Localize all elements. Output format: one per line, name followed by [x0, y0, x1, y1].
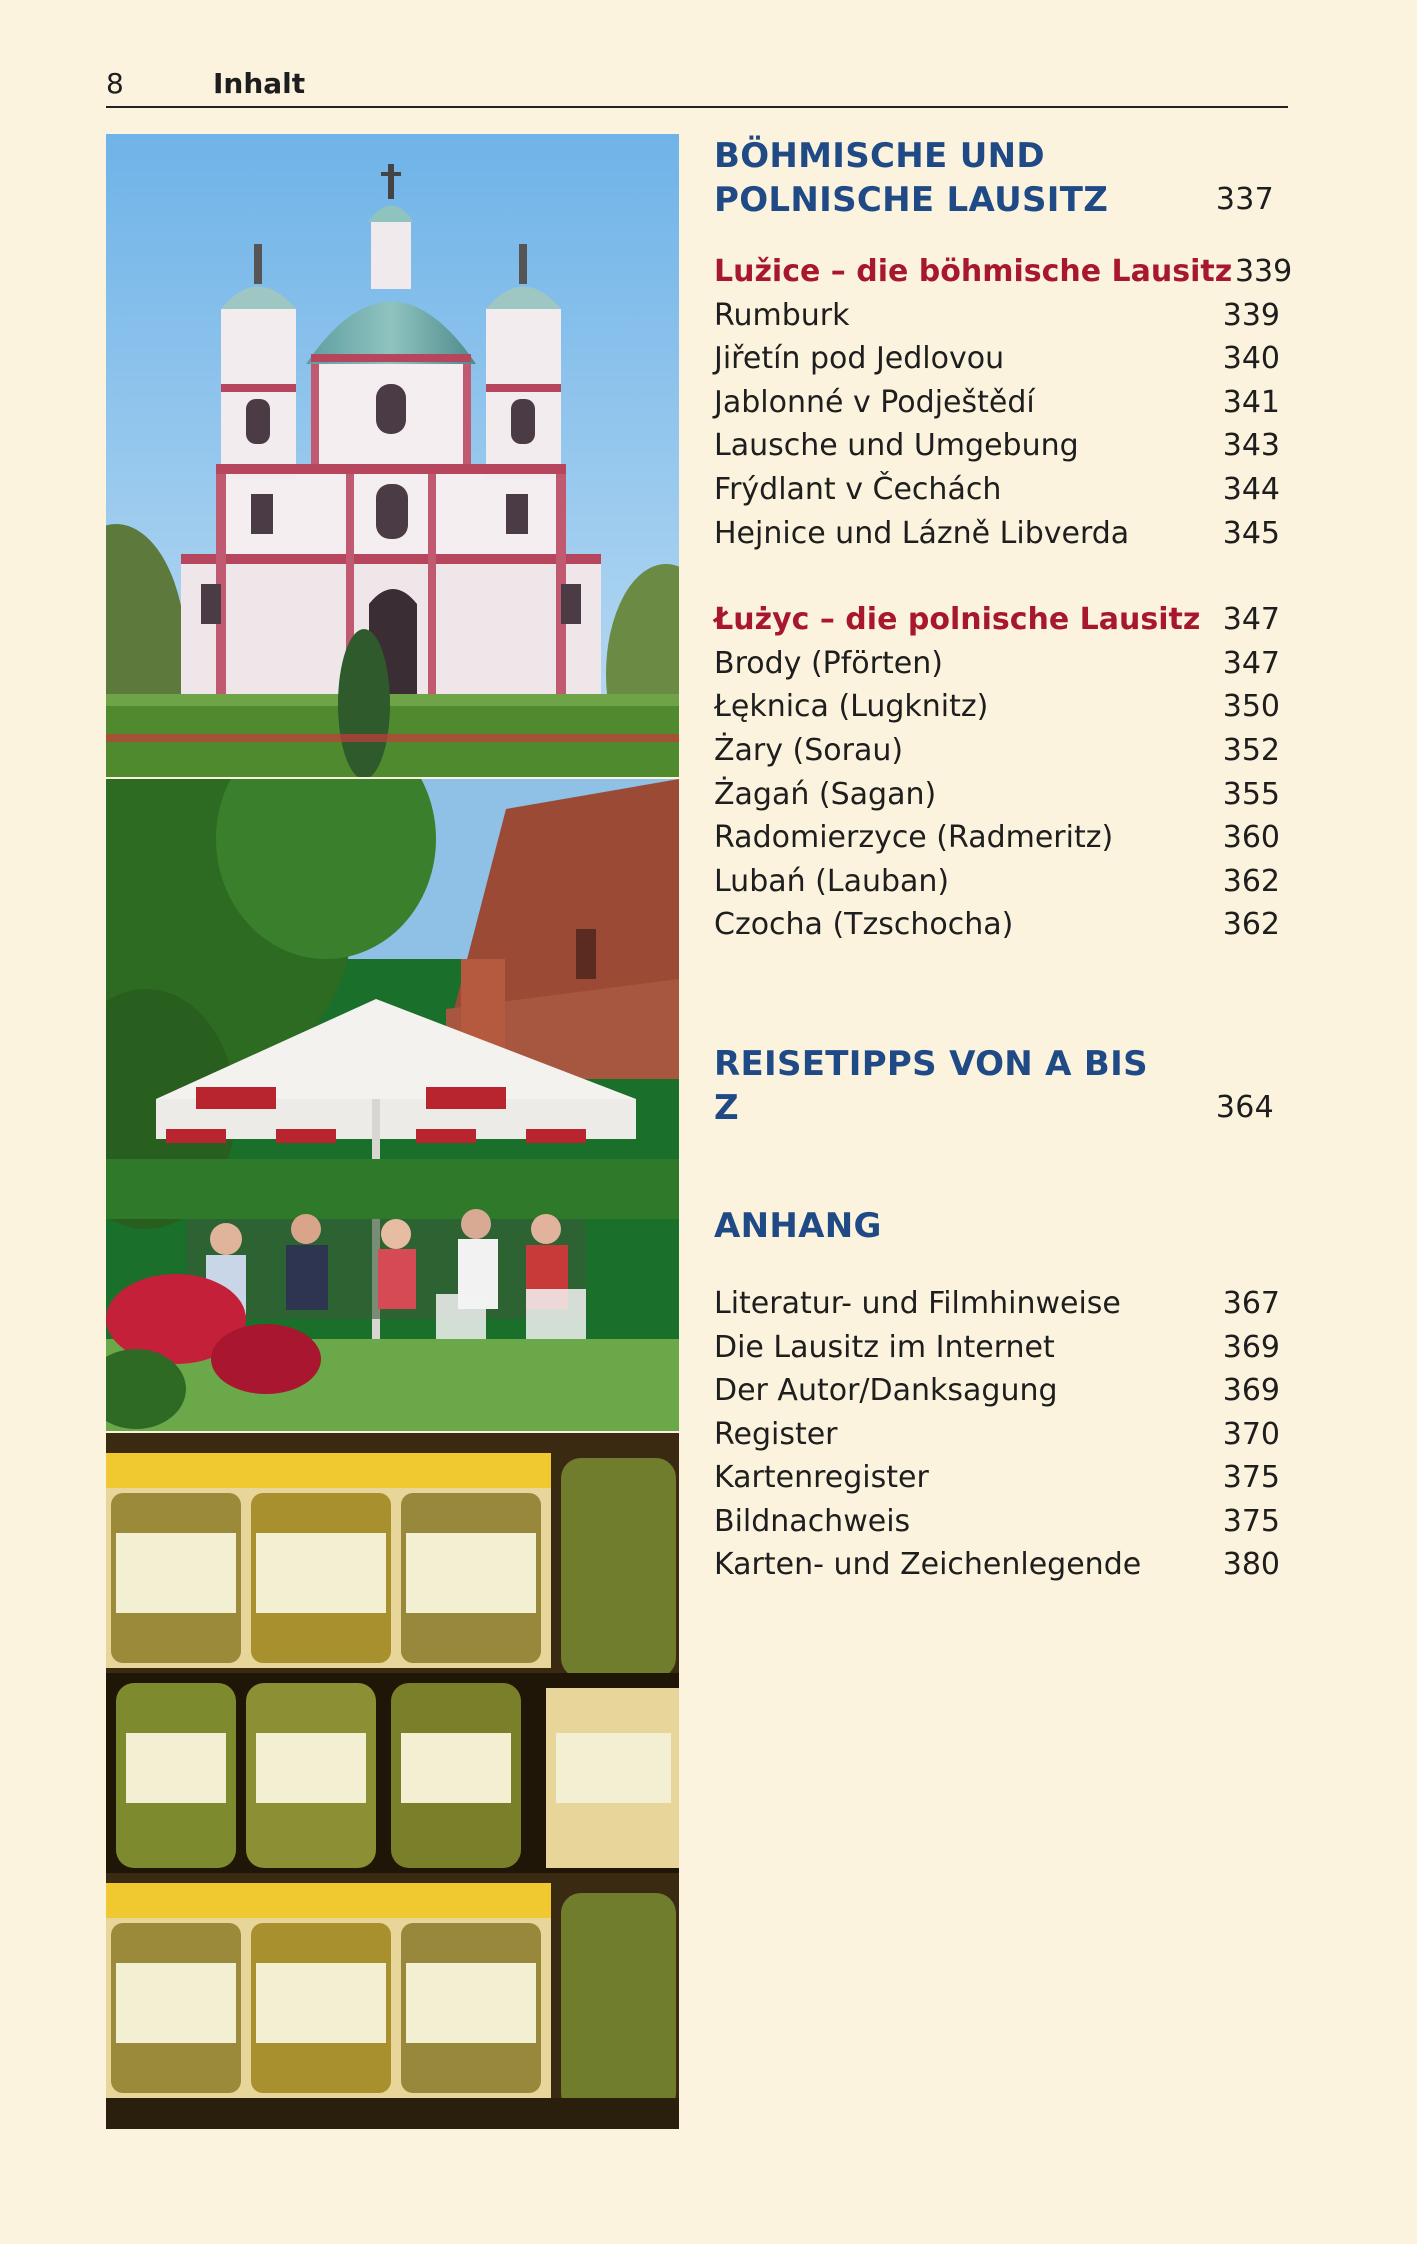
toc-entry[interactable] [714, 337, 1288, 381]
entry-title: Łęknica (Lugknitz) [714, 689, 989, 725]
toc-entry[interactable] [714, 381, 1288, 425]
beer-garden-photo [106, 779, 679, 1431]
entry-title: Literatur- und Filmhinweise [714, 1285, 1121, 1321]
toc-entry[interactable] [714, 860, 1288, 904]
toc-entry[interactable] [714, 1326, 1288, 1370]
pickle-jars-photo [106, 1433, 679, 2129]
entry-page-number: 340 [1222, 341, 1280, 377]
entry-page-number: 369 [1222, 1373, 1280, 1409]
entry-page-number: 370 [1222, 1416, 1280, 1452]
entry-page-number: 367 [1222, 1285, 1280, 1321]
entry-page-number: 352 [1222, 732, 1280, 768]
entry-title: Lubań (Lauban) [714, 863, 950, 899]
entry-page-number: 341 [1222, 384, 1280, 420]
page-number: 8 [106, 67, 124, 100]
entry-page-number: 345 [1222, 515, 1280, 551]
toc-entry[interactable] [714, 903, 1288, 947]
toc-section-heading[interactable] [714, 598, 1288, 642]
toc-entry[interactable] [714, 1369, 1288, 1413]
entry-title: Żagań (Sagan) [714, 776, 937, 812]
toc-entry[interactable] [714, 512, 1288, 556]
entry-page-number: 362 [1222, 907, 1280, 943]
toc-section-heading[interactable] [714, 250, 1293, 294]
entry-page-number: 369 [1222, 1329, 1280, 1365]
toc-entry[interactable] [714, 816, 1288, 860]
running-section-title: Inhalt [213, 67, 306, 100]
entry-title: Rumburk [714, 297, 850, 333]
entry-title: Karten- und Zeichenlegende [714, 1547, 1142, 1583]
section-page-number: 339 [1234, 254, 1293, 289]
entry-title: Lausche und Umgebung [714, 428, 1079, 464]
toc-entry[interactable] [714, 642, 1288, 686]
entry-page-number: 375 [1222, 1503, 1280, 1539]
chapter-heading[interactable] [714, 1042, 1288, 1130]
entry-title: Frýdlant v Čechách [714, 471, 1002, 507]
church-photo [106, 134, 679, 777]
toc-entry[interactable] [714, 294, 1288, 338]
entry-page-number: 350 [1222, 689, 1280, 725]
entry-page-number: 343 [1222, 428, 1280, 464]
entry-title: Bildnachweis [714, 1503, 911, 1539]
entry-title: Der Autor/Danksagung [714, 1373, 1058, 1409]
entry-title: Radomierzyce (Radmeritz) [714, 820, 1114, 856]
toc-entry[interactable] [714, 1456, 1288, 1500]
chapter-page-number: 337 [1215, 182, 1274, 217]
entry-title: Brody (Pförten) [714, 645, 943, 681]
toc-entry[interactable] [714, 1282, 1288, 1326]
chapter-page-number: 364 [1215, 1089, 1274, 1125]
photo-column [106, 134, 679, 2129]
entry-title: Register [714, 1416, 838, 1452]
entry-page-number: 380 [1222, 1547, 1280, 1583]
toc-entry[interactable] [714, 773, 1288, 817]
toc-entry[interactable] [714, 1500, 1288, 1544]
running-header [106, 66, 1288, 108]
toc-entry[interactable] [714, 685, 1288, 729]
entry-title: Hejnice und Lázně Libverda [714, 515, 1130, 551]
entry-page-number: 339 [1222, 297, 1280, 333]
chapter-title: ANHANG [714, 1205, 882, 1246]
chapter-heading [714, 1204, 1288, 1248]
entry-title: Die Lausitz im Internet [714, 1329, 1055, 1365]
section-page-number: 347 [1222, 602, 1280, 638]
entry-title: Czocha (Tzschocha) [714, 907, 1014, 943]
entry-page-number: 362 [1222, 863, 1280, 899]
toc-entry[interactable] [714, 729, 1288, 773]
chapter-title: BÖHMISCHE UND POLNISCHE LAUSITZ [714, 136, 1109, 220]
toc-entry[interactable] [714, 1543, 1288, 1587]
section-title: Łużyc – die polnische Lausitz [714, 602, 1201, 638]
entry-title: Kartenregister [714, 1460, 929, 1496]
entry-title: Żary (Sorau) [714, 732, 904, 768]
table-of-contents [714, 134, 1293, 1587]
entry-page-number: 355 [1222, 776, 1280, 812]
entry-page-number: 375 [1222, 1460, 1280, 1496]
toc-entry[interactable] [714, 1413, 1288, 1457]
section-title: Lužice – die böhmische Lausitz [714, 254, 1233, 289]
entry-page-number: 344 [1222, 471, 1280, 507]
entry-title: Jiřetín pod Jedlovou [714, 341, 1005, 377]
entry-title: Jablonné v Podještědí [714, 384, 1035, 420]
entry-page-number: 347 [1222, 645, 1280, 681]
entry-page-number: 360 [1222, 820, 1280, 856]
toc-entry[interactable] [714, 468, 1288, 512]
toc-entry[interactable] [714, 424, 1288, 468]
chapter-heading [714, 134, 1288, 222]
chapter-title: REISETIPPS VON A BIS Z [714, 1043, 1148, 1128]
